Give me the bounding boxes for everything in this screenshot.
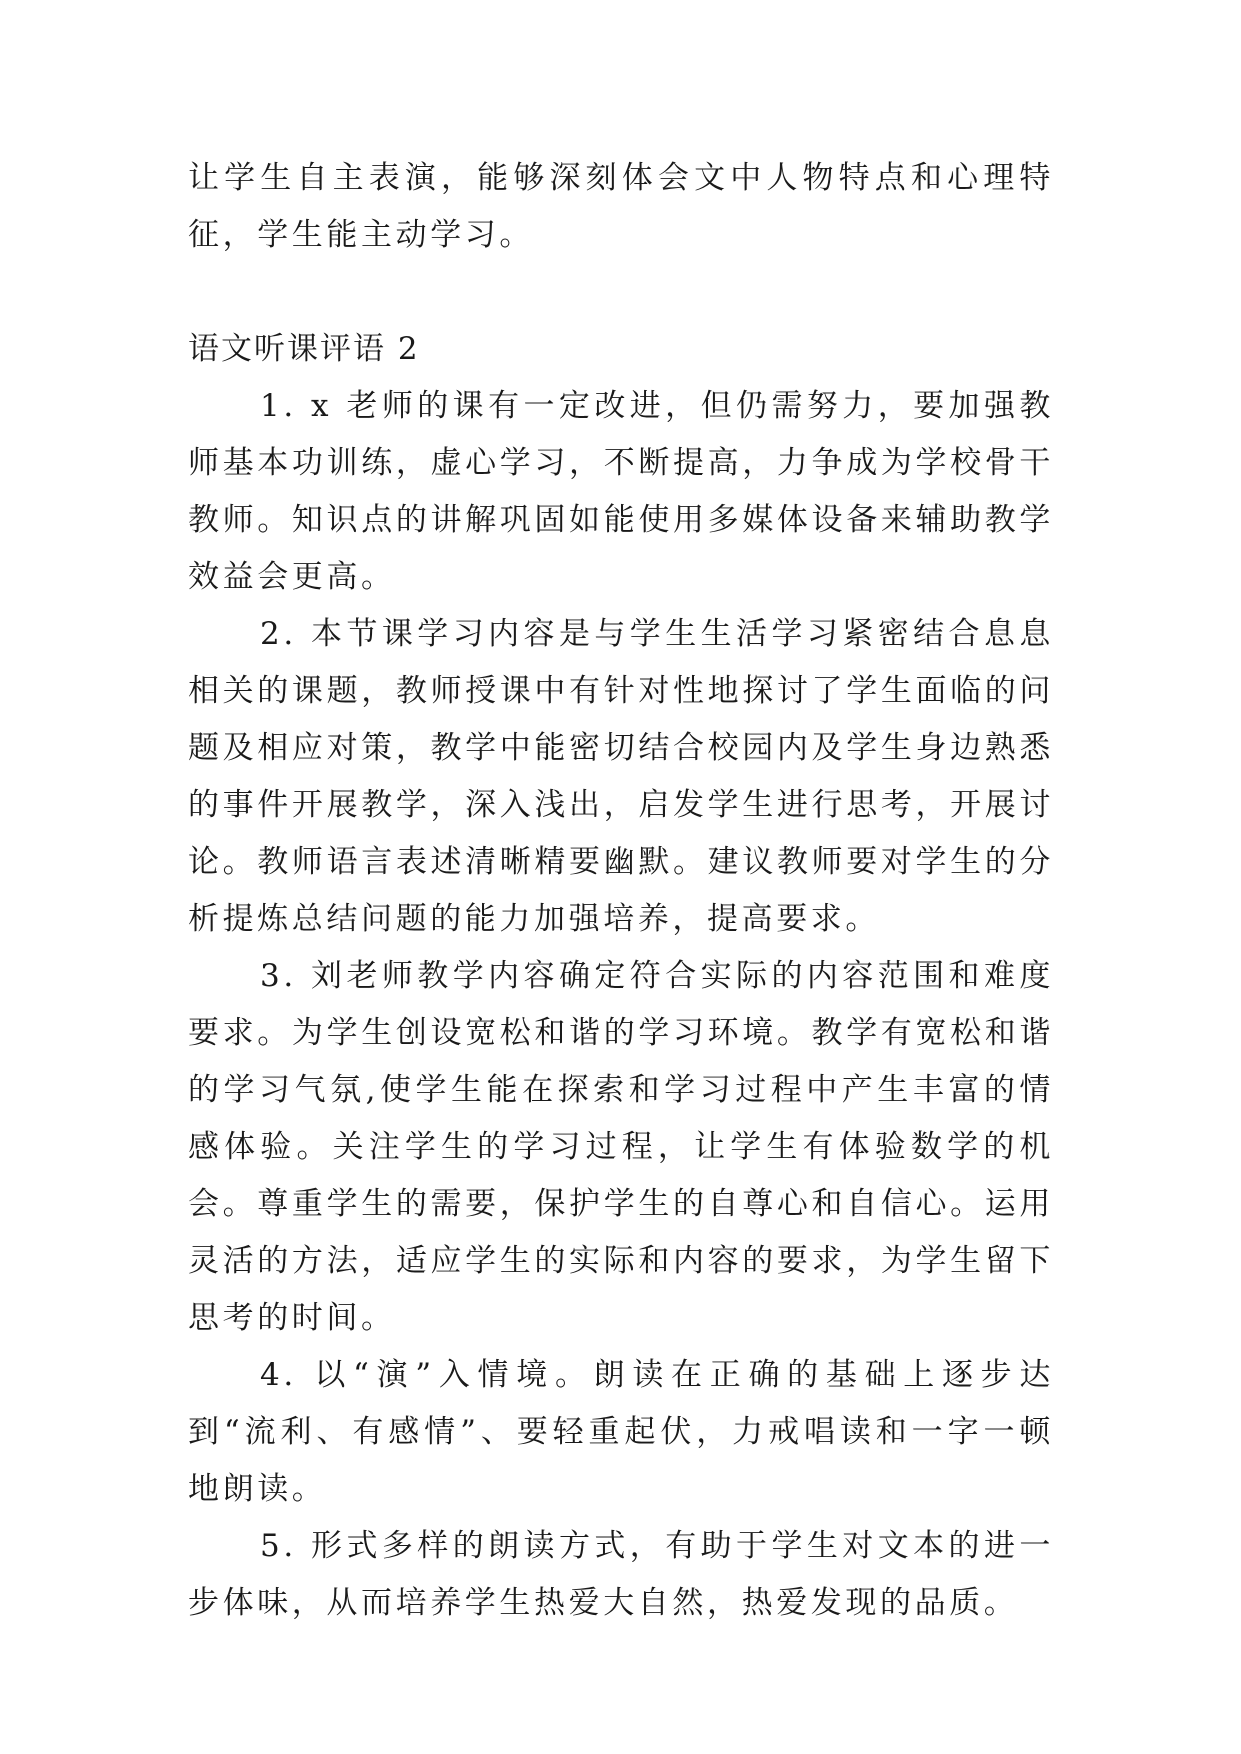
- paragraph-3: 3. 刘老师教学内容确定符合实际的内容范围和难度要求。为学生创设宽松和谐的学习环境。教学有宽松和谐的学习气氛,使学生能在探索和学习过程中产生丰富的情感体验。关注学生的学习过程，让学生有体验数学的机会。尊重学生的需要，保护学生的自尊心和自信心。运用灵活的方法，适应学生的实际和内容的要求，为学生留下思考的时间。: [188, 958, 1054, 1336]
- paragraph-4: 4. 以“演”入情境。朗读在正确的基础上逐步达到“流利、有感情”、要轻重起伏，力戒唱读和一字一顿地朗读。: [188, 1357, 1054, 1507]
- paragraph-2: 2. 本节课学习内容是与学生生活学习紧密结合息息相关的课题，教师授课中有针对性地探讨了学生面临的问题及相应对策，教学中能密切结合校园内及学生身边熟悉的事件开展教学，深入浅出，启发学生进行思考，开展讨论。教师语言表述清晰精要幽默。建议教师要对学生的分析提炼总结问题的能力加强培养，提高要求。: [188, 616, 1054, 937]
- document-body: [188, 150, 1054, 1632]
- paragraph-1: 1. x 老师的课有一定改进，但仍需努力，要加强教师基本功训练，虚心学习，不断提高，力争成为学校骨干教师。知识点的讲解巩固如能使用多媒体设备来辅助教学效益会更高。: [188, 388, 1054, 595]
- intro-paragraph: 让学生自主表演，能够深刻体会文中人物特点和心理特征，学生能主动学习。: [188, 160, 1054, 253]
- section-heading: 语文听课评语 2: [188, 331, 420, 367]
- paragraph-5: 5. 形式多样的朗读方式，有助于学生对文本的进一步体味，从而培养学生热爱大自然，热爱发现的品质。: [188, 1528, 1054, 1621]
